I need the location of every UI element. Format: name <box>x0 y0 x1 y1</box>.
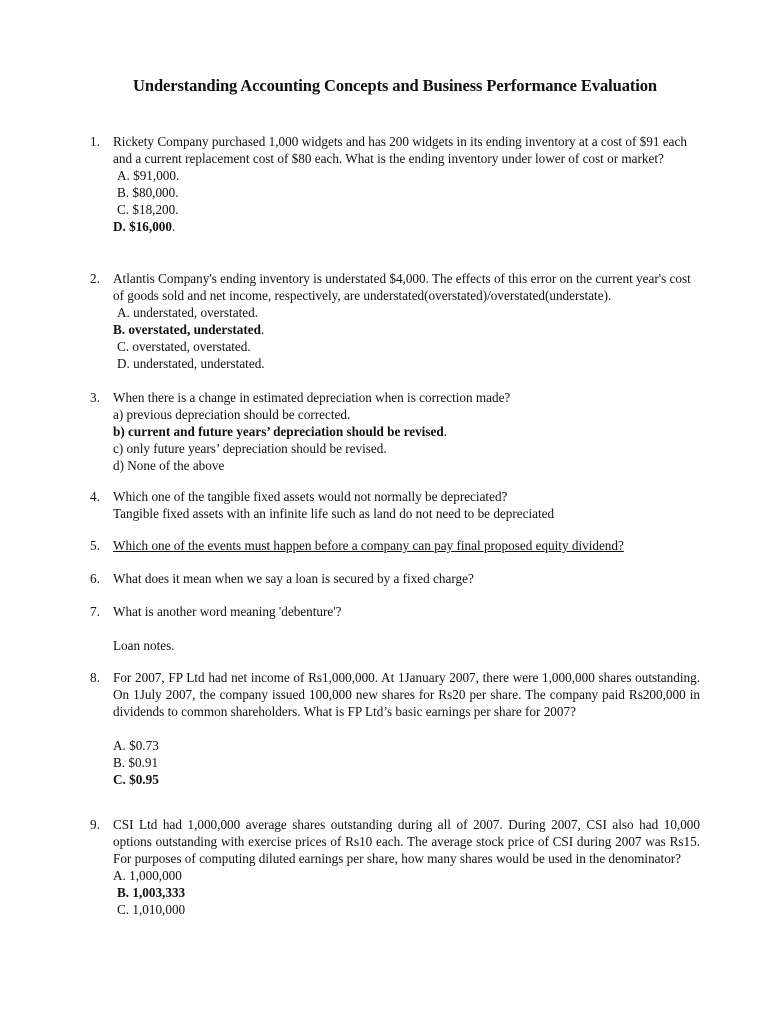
option-a: A. $0.73 <box>113 738 159 753</box>
question-number: 3. <box>90 390 100 405</box>
answer-period: . <box>443 424 447 439</box>
question-number: 1. <box>90 134 100 149</box>
question-text: When there is a change in estimated depreciation when is correction made? <box>113 390 511 405</box>
answer-text: Tangible fixed assets with an infinite life such as land do not need to be depreciated <box>113 506 555 521</box>
question-text: Atlantis Company's ending inventory is understated $4,000. The effects of this error on the current year's cost of goods sold and net income, respectively, are understated(overstated)/overstated(understate). <box>113 271 691 303</box>
option-c-correct: C. $0.95 <box>113 772 159 787</box>
option-a: A. 1,000,000 <box>113 868 182 883</box>
question-8 <box>90 669 700 788</box>
question-text: What does it mean when we say a loan is secured by a fixed charge? <box>113 571 474 586</box>
correct-answer: D. $16,000 <box>113 219 172 234</box>
question-number: 6. <box>90 571 100 586</box>
answer-period: . <box>260 322 265 337</box>
question-2 <box>90 270 700 372</box>
option-b-correct <box>113 321 700 338</box>
question-text: CSI Ltd had 1,000,000 average shares outstanding during all of 2007. During 2007, CSI also had 10,000 options outstanding with exercise prices of Rs10 each. The average stock price of CSI during 2007 was Rs15. For purposes of computing diluted earnings per share, how many shares would be used in the denominator? <box>113 817 700 866</box>
question-text: Which one of the events must happen before a company can pay final proposed equity dividend? <box>113 538 624 553</box>
question-6 <box>90 570 700 587</box>
question-number: 2. <box>90 271 100 286</box>
option-c: C. $18,200. <box>117 202 179 217</box>
question-number: 5. <box>90 538 100 553</box>
document-title: Understanding Accounting Concepts and Business Performance Evaluation <box>133 76 657 95</box>
question-number: 7. <box>90 604 100 619</box>
correct-answer: b) current and future years’ depreciation should be revised <box>113 424 444 439</box>
option-a: A. understated, overstated. <box>117 305 258 320</box>
option-c: C. overstated, overstated. <box>117 339 251 354</box>
question-text: For 2007, FP Ltd had net income of Rs1,000,000. At 1January 2007, there were 1,000,000 shares outstanding. On 1July 2007, the company issued 100,000 new shares for Rs20 per share. The company paid Rs200,000 in dividends to common shareholders. What is FP Ltd’s basic earnings per share for 2007? <box>113 670 700 719</box>
option-a: a) previous depreciation should be corrected. <box>113 407 351 422</box>
option-d: D. understated, understated. <box>117 356 265 371</box>
correct-answer: B. overstated, understated <box>113 322 261 337</box>
question-1 <box>90 133 700 235</box>
question-5 <box>90 537 700 554</box>
option-b: B. $80,000. <box>117 185 179 200</box>
spacer <box>113 720 700 737</box>
option-d: d) None of the above <box>113 458 225 473</box>
option-d-correct <box>113 218 700 235</box>
question-7 <box>90 603 700 654</box>
question-text: Which one of the tangible fixed assets would not normally be depreciated? <box>113 489 508 504</box>
option-c: c) only future years’ depreciation should be revised. <box>113 441 387 456</box>
option-b: B. $0.91 <box>113 755 159 770</box>
option-c: C. 1,010,000 <box>117 902 186 917</box>
option-a: A. $91,000. <box>117 168 180 183</box>
question-3 <box>90 389 700 474</box>
question-number: 8. <box>90 670 100 685</box>
question-9 <box>90 816 700 918</box>
question-number: 9. <box>90 817 100 832</box>
spacer <box>113 620 700 637</box>
answer-period: . <box>171 219 176 234</box>
question-number: 4. <box>90 489 100 504</box>
answer-text: Loan notes. <box>113 638 175 653</box>
question-text: Rickety Company purchased 1,000 widgets and has 200 widgets in its ending inventory at a cost of $91 each and a current replacement cost of $80 each. What is the ending inventory under lower of cost or market? <box>113 134 687 166</box>
option-b-correct <box>113 423 700 440</box>
question-text: What is another word meaning 'debenture'? <box>113 604 342 619</box>
option-b-correct: B. 1,003,333 <box>117 885 186 900</box>
question-4 <box>90 488 700 522</box>
